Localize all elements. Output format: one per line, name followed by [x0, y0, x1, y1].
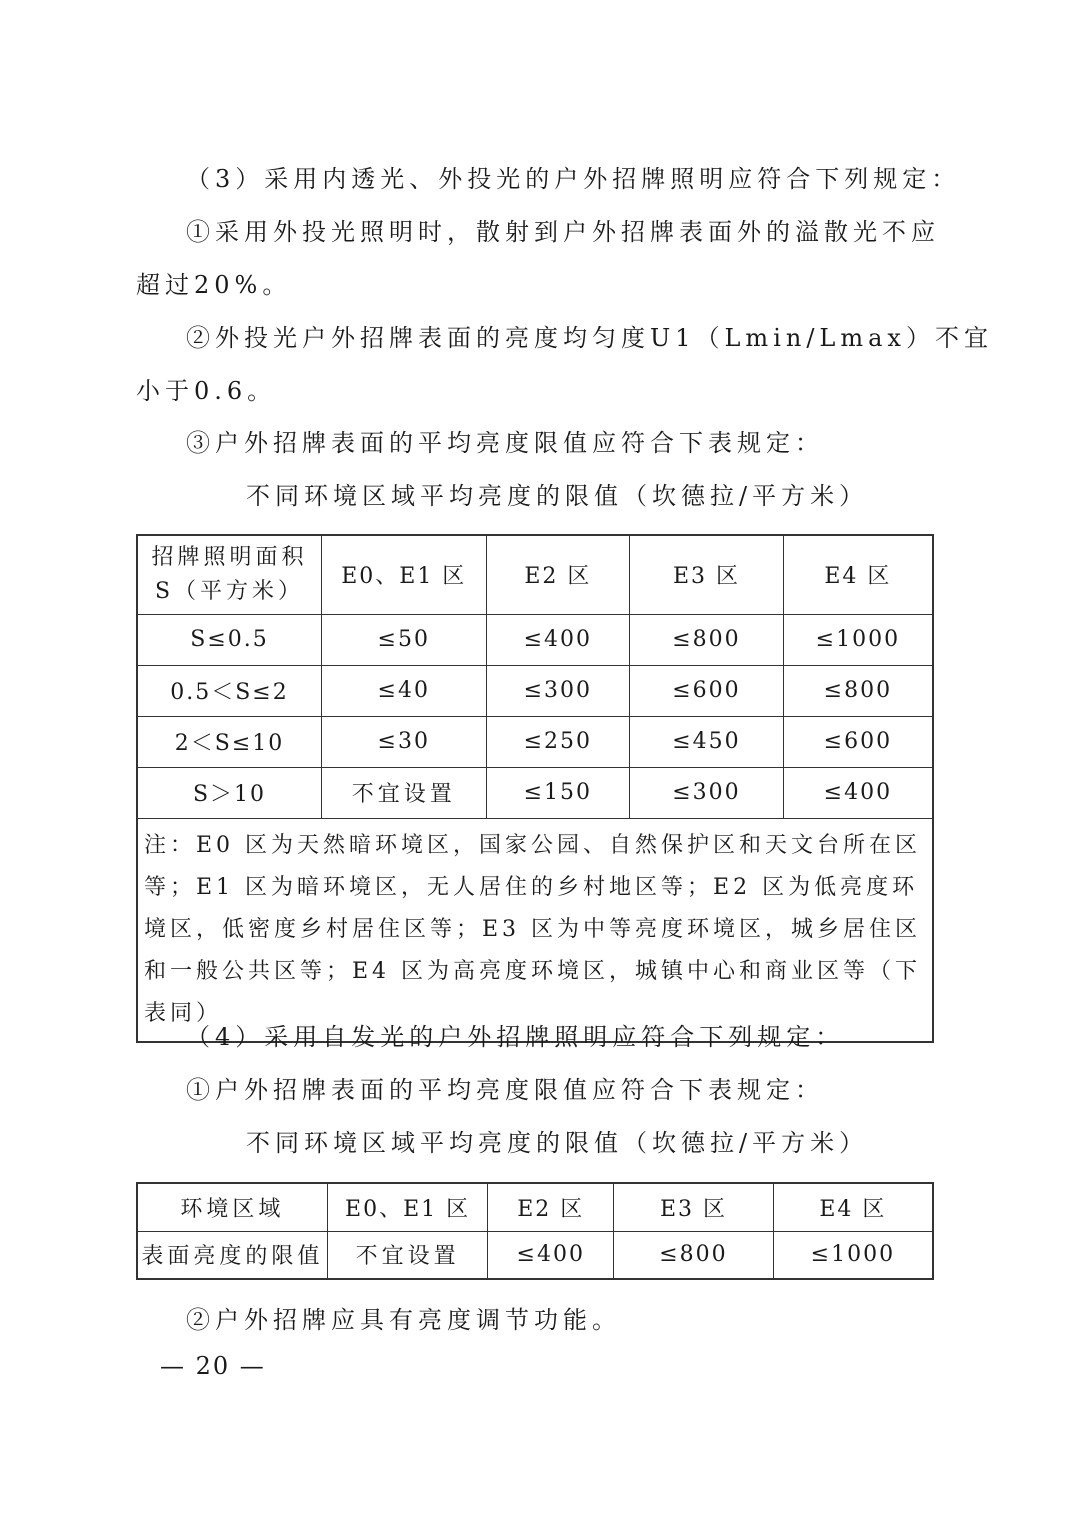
table1-header-area	[137, 535, 322, 614]
table2-header-e0e1: E0、E1 区	[327, 1183, 488, 1231]
page-number: — 20 —	[160, 1352, 266, 1380]
table-cell: ≤250	[486, 716, 630, 767]
table-row	[137, 1231, 933, 1279]
table-cell-area: 2＜S≤10	[137, 716, 322, 767]
table1-header-e3: E3 区	[630, 535, 784, 614]
table-cell: ≤300	[486, 665, 630, 716]
table-row	[137, 665, 933, 716]
table2-caption: 不同环境区域平均亮度的限值（坎德拉/平方米）	[246, 1129, 869, 1157]
item-4-2: ②户外招牌应具有亮度调节功能。	[186, 1306, 621, 1334]
item-3-2-line2: 小于0.6。	[136, 377, 277, 405]
table-cell: ≤400	[783, 767, 933, 818]
table1-header-e2: E2 区	[486, 535, 630, 614]
item-4-1: ①户外招牌表面的平均亮度限值应符合下表规定：	[186, 1076, 824, 1104]
table-cell: ≤400	[486, 614, 630, 665]
table-cell: 不宜设置	[327, 1231, 488, 1279]
table-cell: ≤450	[630, 716, 784, 767]
table-row	[137, 614, 933, 665]
table-cell: ≤300	[630, 767, 784, 818]
table-cell: ≤40	[322, 665, 487, 716]
table2-header-row	[137, 1183, 933, 1231]
table-cell-area: 0.5＜S≤2	[137, 665, 322, 716]
table-row	[137, 767, 933, 818]
table-cell: 不宜设置	[322, 767, 487, 818]
table1-note: 注：E0 区为天然暗环境区，国家公园、自然保护区和天文台所在区等；E1 区为暗环境区，无人居住的乡村地区等；E2 区为低亮度环境区，低密度乡村居住区等；E3 区为中等亮度环境区，城乡居住区和一般公共区等；E4 区为高亮度环境区，城镇中心和商业区等（下表同）	[137, 818, 933, 1042]
table1-header-row	[137, 535, 933, 614]
table-cell: ≤1000	[773, 1231, 933, 1279]
table2-header-e4: E4 区	[773, 1183, 933, 1231]
table-cell: ≤150	[486, 767, 630, 818]
section-3-heading: （3）采用内透光、外投光的户外招牌照明应符合下列规定：	[186, 165, 961, 193]
table-cell: ≤600	[783, 716, 933, 767]
table-cell: ≤50	[322, 614, 487, 665]
table1-note-row	[137, 818, 933, 1042]
table2-header-zone: 环境区域	[137, 1183, 327, 1231]
table1-caption: 不同环境区域平均亮度的限值（坎德拉/平方米）	[246, 482, 869, 510]
table2-header-e2: E2 区	[488, 1183, 614, 1231]
table-cell-area: S＞10	[137, 767, 322, 818]
table-cell: ≤30	[322, 716, 487, 767]
item-3-3: ③户外招牌表面的平均亮度限值应符合下表规定：	[186, 429, 824, 457]
table-row	[137, 716, 933, 767]
item-3-2-line1: ②外投光户外招牌表面的亮度均匀度U1（Lmin/Lmax）不宜	[186, 324, 993, 352]
table-cell: ≤1000	[783, 614, 933, 665]
table1-header-area-line1: 招牌照明面积	[151, 544, 308, 570]
luminance-limits-table-1	[136, 534, 934, 1043]
table-cell: ≤600	[630, 665, 784, 716]
table-cell: ≤800	[614, 1231, 774, 1279]
table1-header-e4: E4 区	[783, 535, 933, 614]
table-cell: ≤800	[783, 665, 933, 716]
luminance-limits-table-2	[136, 1182, 934, 1280]
item-3-1-line1: ①采用外投光照明时，散射到户外招牌表面外的溢散光不应	[186, 218, 940, 246]
table-cell: ≤800	[630, 614, 784, 665]
table1-header-area-line2: S（平方米）	[154, 578, 305, 604]
table1-header-e0e1: E0、E1 区	[322, 535, 487, 614]
item-3-1-line2: 超过20%。	[136, 271, 292, 299]
table-cell: ≤400	[488, 1231, 614, 1279]
table2-header-e3: E3 区	[614, 1183, 774, 1231]
section-4-heading: （4）采用自发光的户外招牌照明应符合下列规定：	[186, 1023, 845, 1051]
table-cell-area: S≤0.5	[137, 614, 322, 665]
table2-row-label: 表面亮度的限值	[137, 1231, 327, 1279]
